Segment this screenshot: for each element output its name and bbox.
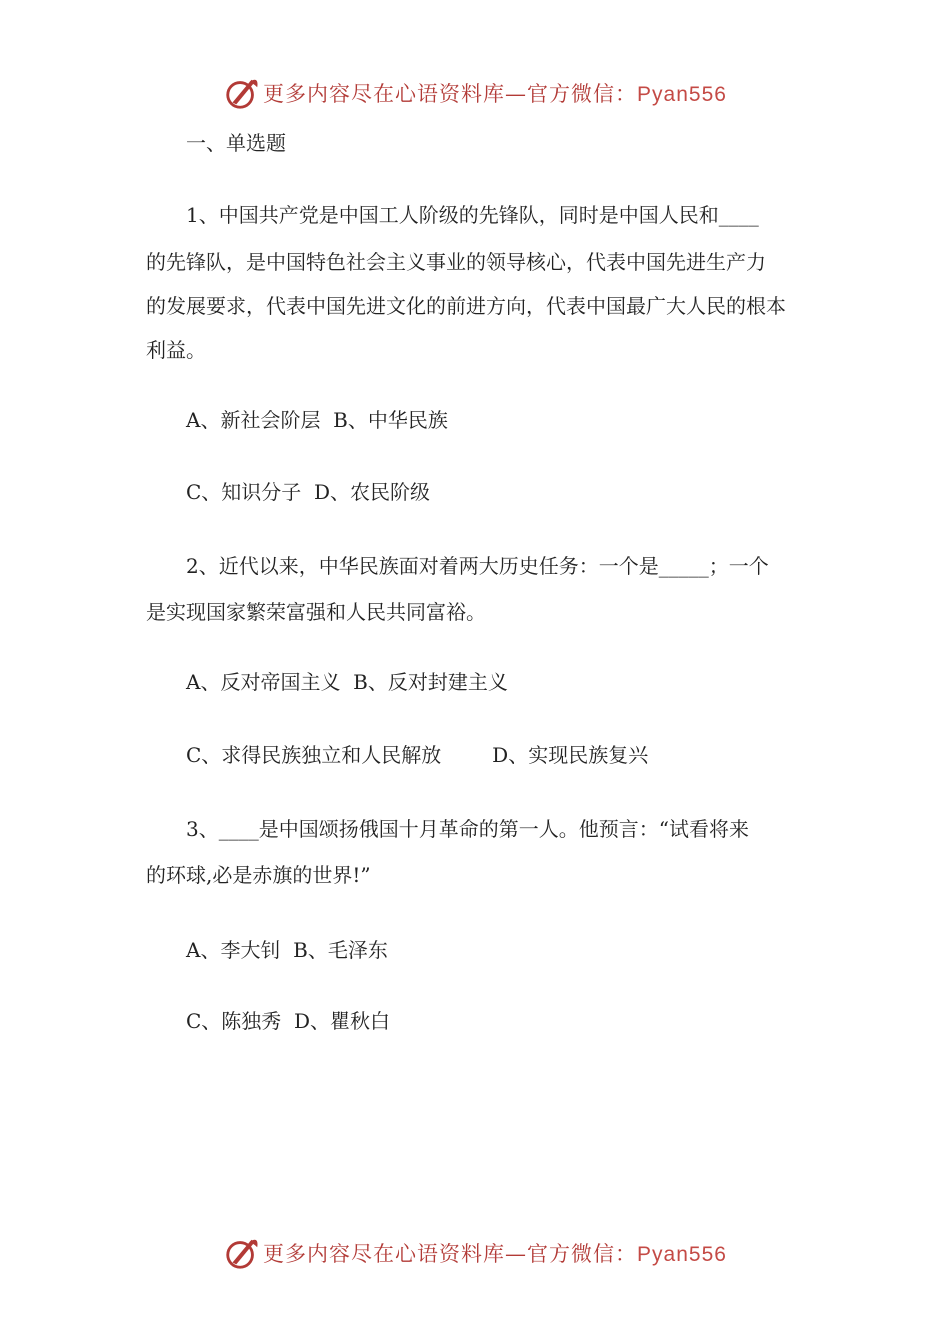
footer-banner (0, 1228, 950, 1278)
banner-text: 更多内容尽在心语资料库—官方微信：Pyan556 (263, 82, 727, 106)
q3-options-cd: C、陈独秀 D、瞿秋白 (186, 1009, 391, 1033)
q1-line-3: 的发展要求，代表中国先进文化的前进方向，代表中国最广大人民的根本 (146, 294, 786, 318)
q1-line-2: 的先锋队，是中国特色社会主义事业的领导核心，代表中国先进生产力 (146, 250, 766, 274)
q2-options-ab: A、反对帝国主义 B、反对封建主义 (186, 670, 508, 694)
quill-logo-icon (223, 1234, 261, 1272)
q1-options-cd: C、知识分子 D、农民阶级 (186, 480, 431, 504)
q3-line-1: 3、____是中国颂扬俄国十月革命的第一人。他预言：“试看将来 (186, 817, 749, 841)
wechat-id: Pyan556 (637, 1243, 727, 1266)
q1-options-ab: A、新社会阶层 B、中华民族 (186, 408, 448, 432)
q3-line-2: 的环球,必是赤旗的世界!” (146, 863, 371, 887)
section-title: 一、单选题 (186, 131, 286, 155)
q1-line-1: 1、中国共产党是中国工人阶级的先锋队，同时是中国人民和____ (186, 203, 759, 227)
q2-line-1: 2、近代以来，中华民族面对着两大历史任务：一个是_____；一个 (186, 554, 769, 578)
q2-options-cd: C、求得民族独立和人民解放 D、实现民族复兴 (186, 743, 649, 767)
banner-text: 更多内容尽在心语资料库—官方微信：Pyan556 (263, 1242, 727, 1266)
quill-logo-icon (223, 74, 261, 112)
q3-options-ab: A、李大钊 B、毛泽东 (186, 938, 388, 962)
q2-line-2: 是实现国家繁荣富强和人民共同富裕。 (146, 600, 486, 624)
wechat-id: Pyan556 (637, 83, 727, 106)
q1-line-4: 利益。 (146, 338, 206, 362)
header-banner (0, 68, 950, 118)
